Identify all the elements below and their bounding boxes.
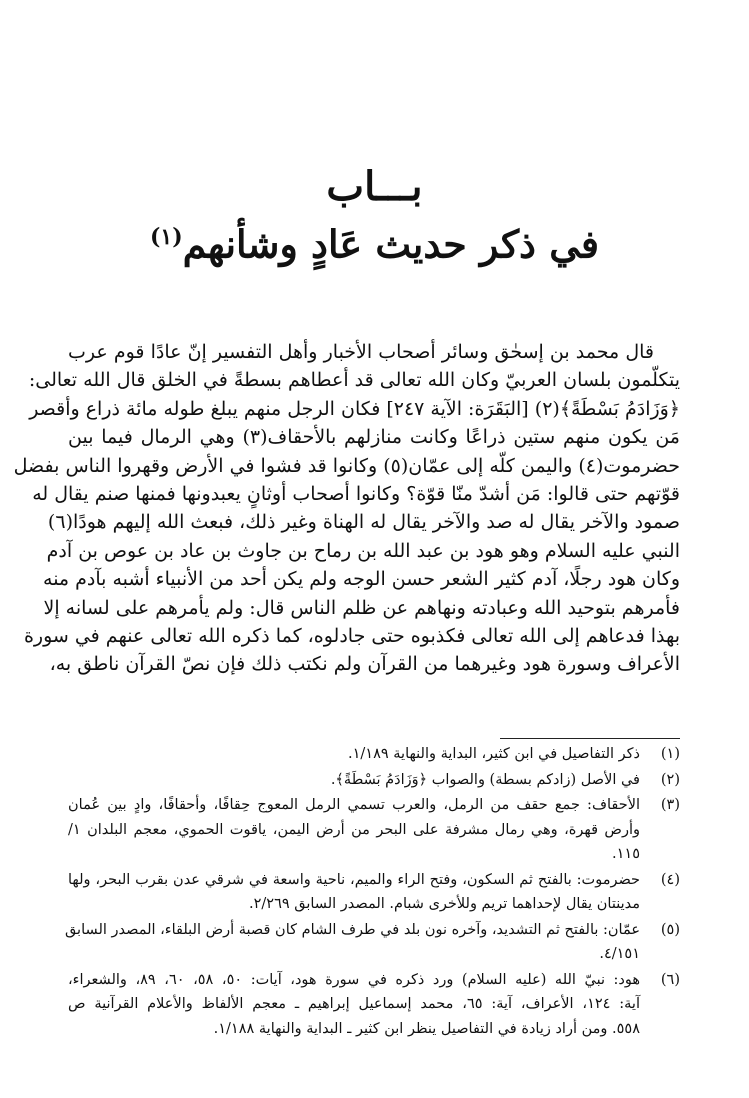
footnote — [64, 918, 680, 967]
footnote — [68, 868, 680, 917]
title-footnote-mark: (١) — [149, 224, 183, 250]
footnote — [68, 742, 680, 767]
footnote-line: حضرموت: بالفتح ثم السكون، وفتح الراء والميم، ناحية واسعة في شرقي عدن بقرب البحر، ولها — [68, 871, 640, 888]
footnote-line: ١١٥. — [612, 846, 640, 862]
body-text — [13, 338, 680, 679]
body-line: فأمرهم بتوحيد الله وعبادته ونهاهم عن ظلم الناس قال: ولم يأمرهم على لسانه إلا — [43, 596, 680, 619]
body-line: يتكلّمون بلسان العربيّ وكان الله تعالى قد أعطاهم بسطةً في الخلق قال الله تعالى: — [28, 369, 680, 392]
footnote-line: عمّان: بالفتح ثم التشديد، وآخره نون بلد في طرف الشام كان قصبة أرض البلقاء، المصدر السابق — [64, 921, 640, 938]
footnote-separator — [500, 738, 680, 739]
footnote — [68, 768, 680, 793]
body-line: حضرموت(٤) واليمن كلّه إلى عمّان(٥) وكانوا قد فشوا في الأرض وقهروا الناس بفضل — [13, 454, 680, 477]
footnote-line: هود: نبيّ الله (عليه السلام) ورد ذكره في سورة هود، آيات: ٥٠، ٥٨، ٦٠، ٨٩، والشعراء، — [68, 971, 641, 988]
footnote-line: ٤/١٥١. — [599, 946, 640, 962]
footnote-line: مدينتان يقال لإحداهما تريم وللأخرى شبام. المصدر السابق ٢/٢٦٩. — [249, 896, 640, 912]
chapter-title-text: في ذكر حديث عَادٍ وشأنهم — [182, 221, 600, 267]
footnote-number: (٥) — [660, 921, 680, 938]
body-line: صمود والآخر يقال له صد والآخر يقال له الهناة وغير ذلك، فبعث الله إليهم هودًا(٦) — [47, 511, 680, 534]
footnote-line: الأحقاف: جمع حقف من الرمل، والعرب تسمي الرمل المعوج حِقافًا، وأحقافًا، وادٍ بين عُمان — [68, 797, 640, 813]
body-line: ﴿وَزَادَمُ بَسْطَةً﴾(٢) [البَقَرَة: الآية ٢٤٧] فكان الرجل منهم يبلغ طوله مائة ذراع وأقصر — [29, 397, 680, 420]
footnote-line: ٥٥٨. ومن أراد زيادة في التفاصيل ينظر ابن كثير ـ البداية والنهاية ١/١٨٨. — [213, 1020, 640, 1037]
footnote-number: (٤) — [660, 871, 680, 888]
footnote-number: (٣) — [660, 797, 680, 813]
body-line: الأعراف وسورة هود وغيرهما من القرآن ولم نكتب ذلك فإن نصّ القرآن ناطق به، — [49, 653, 680, 676]
footnote-number: (٢) — [660, 771, 680, 788]
footnote-number: (١) — [660, 746, 680, 762]
footnotes — [64, 742, 680, 1042]
chapter-title — [0, 212, 749, 270]
body-line: وكان هود رجلًا، آدم كثير الشعر حسن الوجه ولم يكن أحد من الأنبياء أشبه بآدم منه — [43, 568, 680, 591]
body-line: قال محمد بن إسحٰق وسائر أصحاب الأخبار وأهل التفسير إنّ عادًا قوم عرب — [68, 341, 654, 363]
footnote-line: ذكر التفاصيل في ابن كثير، البداية والنهاية ١/١٨٩. — [348, 746, 640, 762]
footnote-line: آية: ١٢٤، الأعراف، آية: ٦٥، محمد إسماعيل إبراهيم ـ معجم الألفاظ والأعلام القرآنية ص — [68, 996, 640, 1012]
footnote-number: (٦) — [660, 971, 680, 988]
body-line: بهذا فدعاهم إلى الله تعالى فكذبوه حتى جادلوه، كما ذكره الله تعالى عنهم في سورة — [23, 624, 680, 647]
footnote-line: وأرض قهرة، وهي رمال مشرفة على البحر من أرض اليمن، ياقوت الحموي، معجم البلدان ١/ — [68, 821, 640, 838]
body-line: مَن يكون منهم ستين ذراعًا وكانت منازلهم بالأحقاف(٣) وهي الرمال فيما بين — [68, 426, 680, 449]
chapter-label: بـــاب — [326, 163, 423, 210]
footnote — [68, 793, 680, 867]
body-line: النبي عليه السلام وهو هود بن عبد الله بن رماح بن جاوث بن عاد بن عوص بن آدم — [46, 539, 680, 562]
footnote-line: في الأصل (زادكم بسطة) والصواب ﴿وَزَادَمُ بَسْطَةً﴾. — [330, 771, 640, 788]
body-line: قوّتهم حتى قالوا: مَن أشدّ منّا قوّة؟ وكانوا أصحاب أوثانٍ يعبدونها فمنها صنم يقال له — [32, 482, 680, 505]
footnote — [68, 968, 680, 1042]
